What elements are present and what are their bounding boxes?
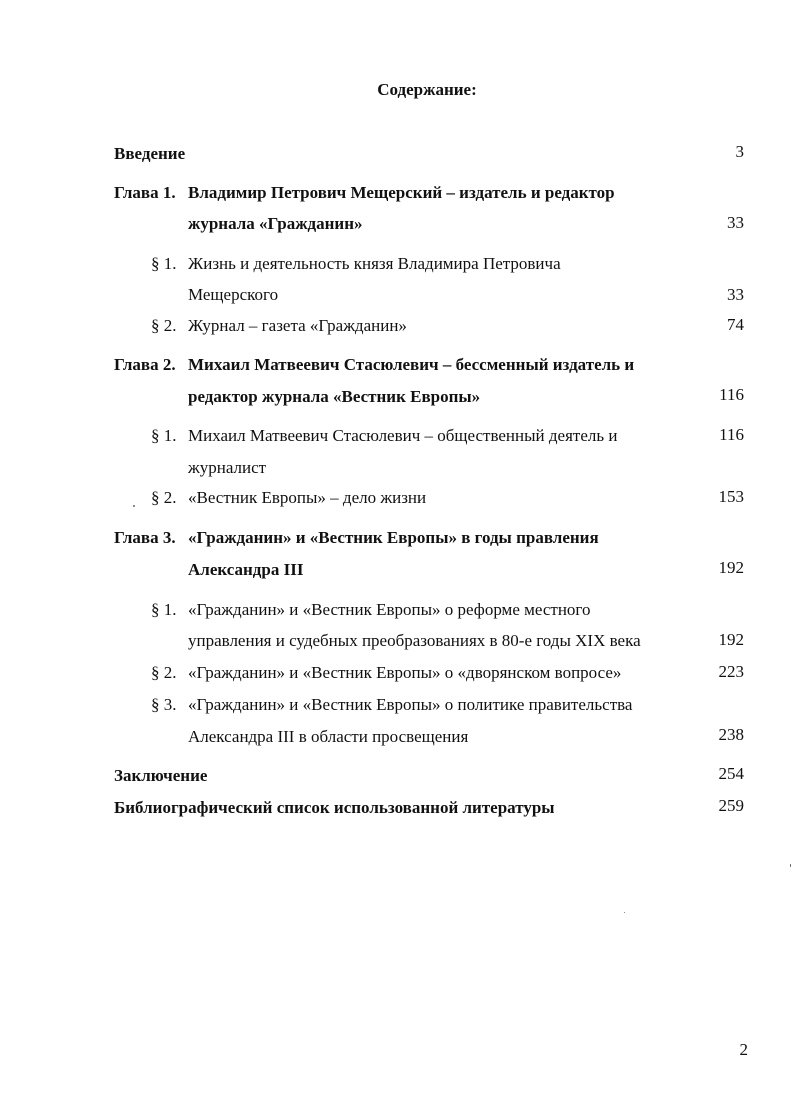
chapter-3-section-3-page: 238 xyxy=(718,725,744,744)
toc-intro-page: 3 xyxy=(735,142,744,161)
chapter-1-prefix: Глава 1. xyxy=(114,183,176,202)
toc-bibliography-page: 259 xyxy=(718,796,744,815)
chapter-2-section-1-marker: § 1. xyxy=(151,426,177,445)
chapter-1-section-2-line1: Журнал – газета «Гражданин» xyxy=(188,316,407,335)
toc-bibliography-label: Библиографический список использованной литературы xyxy=(114,798,555,817)
chapter-3-section-2-line1: «Гражданин» и «Вестник Европы» о «дворянском вопросе» xyxy=(188,663,622,682)
chapter-3-section-3-line2: Александра III в области просвещения xyxy=(188,727,469,746)
chapter-3-page: 192 xyxy=(718,558,744,577)
chapter-3-section-3-marker: § 3. xyxy=(151,695,177,714)
chapter-2-section-2-page: 153 xyxy=(718,487,744,506)
chapter-1-section-1-line1: Жизнь и деятельность князя Владимира Петровича xyxy=(188,254,561,273)
chapter-1-section-1-marker: § 1. xyxy=(151,254,177,273)
chapter-2-title-line1: Михаил Матвеевич Стасюлевич – бессменный издатель и xyxy=(188,355,635,374)
chapter-3-section-1-line1: «Гражданин» и «Вестник Европы» о реформе местного xyxy=(188,600,591,619)
page-number: 2 xyxy=(739,1040,748,1059)
chapter-1-page: 33 xyxy=(727,213,744,232)
chapter-3-section-2-marker: § 2. xyxy=(151,663,177,682)
scan-speck xyxy=(790,864,791,867)
chapter-1-section-1-page: 33 xyxy=(727,285,744,304)
chapter-1-section-2-page: 74 xyxy=(727,315,744,334)
chapter-1-section-1-line2: Мещерского xyxy=(188,285,279,304)
toc-intro-label: Введение xyxy=(114,144,186,163)
chapter-3-section-3-line1: «Гражданин» и «Вестник Европы» о политике правительства xyxy=(188,695,633,714)
chapter-3-section-1-line2: управления и судебных преобразованиях в 80-е годы XIX века xyxy=(188,631,641,650)
chapter-2-section-2-marker: § 2. xyxy=(151,488,177,507)
scan-speck xyxy=(133,505,135,507)
chapter-1-title-line1: Владимир Петрович Мещерский – издатель и редактор xyxy=(188,183,615,202)
chapter-3-section-2-page: 223 xyxy=(718,662,744,681)
chapter-2-title-line2: редактор журнала «Вестник Европы» xyxy=(188,387,481,406)
toc-conclusion-page: 254 xyxy=(718,764,744,783)
chapter-1-title-line2: журнала «Гражданин» xyxy=(188,214,363,233)
chapter-2-section-1-line1: Михаил Матвеевич Стасюлевич – общественный деятель и xyxy=(188,426,618,445)
chapter-2-page: 116 xyxy=(719,385,744,404)
chapter-3-title-line2: Александра III xyxy=(188,560,304,579)
toc-title: Содержание: xyxy=(377,80,477,99)
chapter-3-section-1-page: 192 xyxy=(718,630,744,649)
chapter-2-section-2-line1: «Вестник Европы» – дело жизни xyxy=(188,488,427,507)
chapter-1-section-2-marker: § 2. xyxy=(151,316,177,335)
scan-speck xyxy=(624,912,625,913)
chapter-2-section-1-line2: журналист xyxy=(188,458,267,477)
chapter-3-section-1-marker: § 1. xyxy=(151,600,177,619)
chapter-2-section-1-page: 116 xyxy=(719,425,744,444)
chapter-2-prefix: Глава 2. xyxy=(114,355,176,374)
chapter-3-prefix: Глава 3. xyxy=(114,528,176,547)
toc-conclusion-label: Заключение xyxy=(114,766,208,785)
chapter-3-title-line1: «Гражданин» и «Вестник Европы» в годы правления xyxy=(188,528,599,547)
